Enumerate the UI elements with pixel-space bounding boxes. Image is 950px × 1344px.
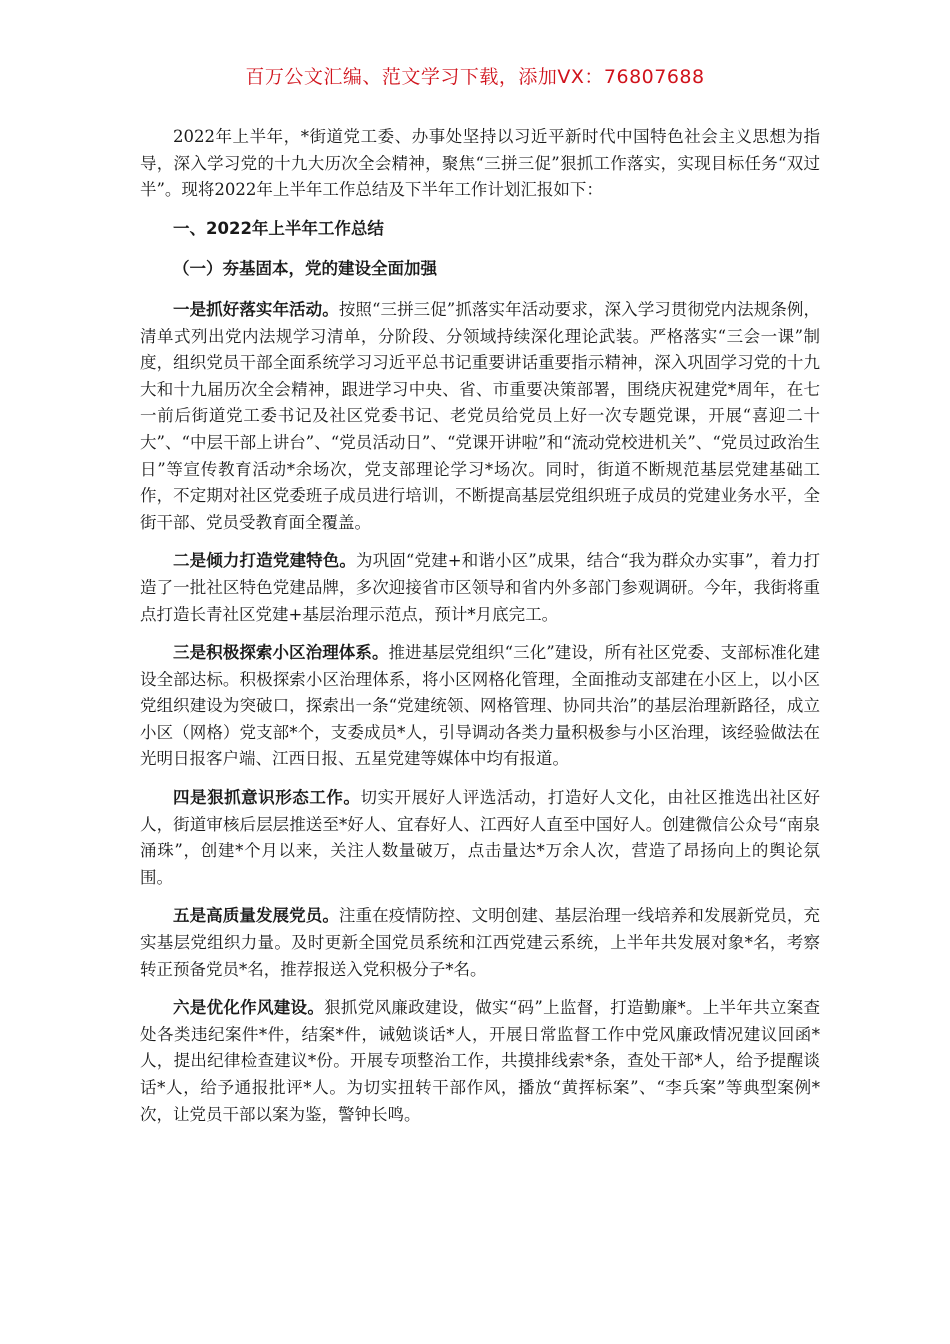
paragraph-text: 狠抓党风廉政建设，做实“码”上监督，打造勤廉*。上半年共立案查处各类违纪案件*件，结案*件，诫勉谈话*人，开展日常监督工作中党风廉政情况建议回函*人，提出纪律检查建议*份。开展专项整治工作，共摸排线索*条，查处干部*人，给予提醒谈话*人，给予通报批评*人。为切实扭转干部作风，播放“黄挥标案”、“李兵案”等典型案例*次，让党员干部以案为鉴，警钟长鸣。: [140, 998, 820, 1124]
paragraph-lead: 三是积极探索小区治理体系。: [173, 643, 389, 663]
paragraph-lead: 四是狠抓意识形态工作。: [173, 788, 361, 808]
paragraph-lead: 二是倾力打造党建特色。: [173, 551, 356, 571]
paragraph-1: [140, 297, 820, 536]
paragraph-lead: 六是优化作风建设。: [173, 998, 325, 1018]
paragraph-4: [140, 785, 820, 891]
paragraph-5: [140, 903, 820, 983]
document-body: [140, 124, 820, 1140]
paragraph-text: 推进基层党组织“三化”建设，所有社区党委、支部标准化建设全部达标。积极探索小区治理体系，将小区网格化管理，全面推动支部建在小区上，以小区党组织建设为突破口，探索出一条“党建统领、网格管理、协同共治”的基层治理新路径，成立小区（网格）党支部*个，支委成员*人，引导调动各类力量积极参与小区治理，该经验做法在光明日报客户端、江西日报、五星党建等媒体中均有报道。: [140, 643, 821, 769]
intro-paragraph: 2022年上半年，*街道党工委、办事处坚持以习近平新时代中国特色社会主义思想为指导，深入学习党的十九大历次全会精神，聚焦“三拼三促”狠抓工作落实，实现目标任务“双过半”。现将2022年上半年工作总结及下半年工作计划汇报如下：: [140, 127, 820, 200]
paragraph-text: 切实开展好人评选活动，打造好人文化，由社区推选出社区好人，街道审核后层层推送至*好人、宜春好人、江西好人直至中国好人。创建微信公众号“南泉涌珠”，创建*个月以来，关注人数量破万，点击量达*万余人次，营造了昂扬向上的舆论氛围。: [140, 788, 821, 887]
section-heading: 一、2022年上半年工作总结: [173, 218, 384, 238]
watermark-banner: 百万公文汇编、范文学习下载，添加VX：76807688: [245, 66, 705, 88]
paragraph-lead: 一是抓好落实年活动。: [173, 299, 339, 319]
paragraph-text: 注重在疫情防控、文明创建、基层治理一线培养和发展新党员，充实基层党组织力量。及时更新全国党员系统和江西党建云系统，上半年共发展对象*名，考察转正预备党员*名，推荐报送入党积极分子*名。: [140, 906, 821, 979]
paragraph-text: 为巩固“党建+和谐小区”成果，结合“我为群众办实事”，着力打造了一批社区特色党建品牌，多次迎接省市区领导和省内外多部门参观调研。今年，我街将重点打造长青社区党建+基层治理示范点，预计*月底完工。: [140, 551, 820, 624]
paragraph-2: [140, 548, 820, 628]
subsection-heading: （一）夯基固本，党的建设全面加强: [173, 259, 437, 279]
paragraph-6: [140, 995, 820, 1128]
paragraph-lead: 五是高质量发展党员。: [173, 906, 339, 926]
paragraph-text: 按照“三拼三促”抓落实年活动要求，深入学习贯彻党内法规条例，清单式列出党内法规学习清单，分阶段、分领域持续深化理论武装。严格落实“三会一课”制度，组织党员干部全面系统学习习近平总书记重要讲话重要指示精神，深入巩固学习党的十九大和十九届历次全会精神，跟进学习中央、省、市重要决策部署，围绕庆祝建党*周年，在七一前后街道党工委书记及社区党委书记、老党员给党员上好一次专题党课，开展“喜迎二十大”、“中层干部上讲台”、“党员活动日”、“党课开讲啦”和“流动党校进机关”、“党员过政治生日”等宣传教育活动*余场次，党支部理论学习*场次。同时，街道不断规范基层党建基础工作，不定期对社区党委班子成员进行培训，不断提高基层党组织班子成员的党建业务水平，全街干部、党员受教育面全覆盖。: [140, 299, 821, 532]
paragraph-3: [140, 640, 820, 773]
